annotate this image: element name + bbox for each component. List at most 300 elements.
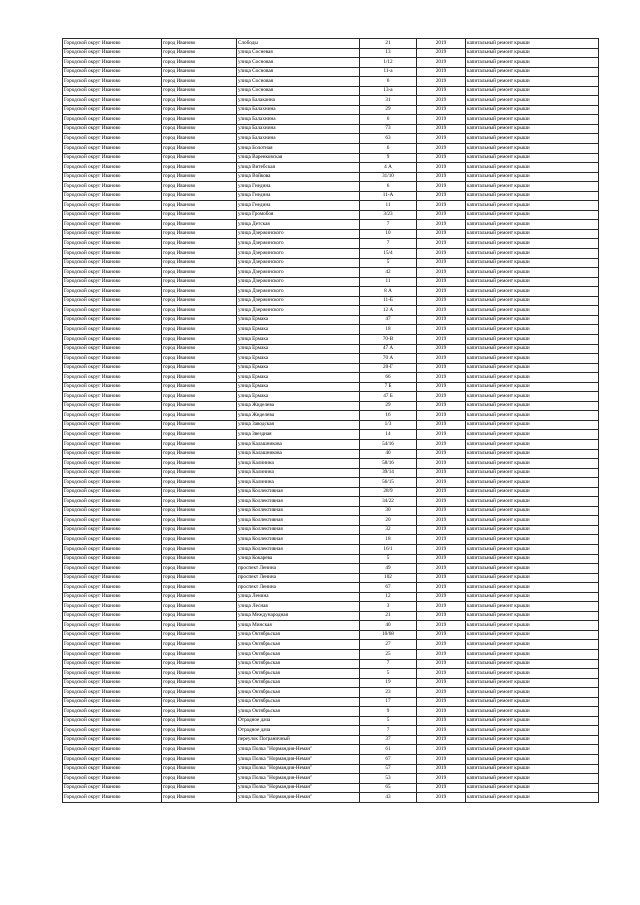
cell-street: улица Ермака <box>237 392 360 402</box>
cell-municipality: Городской округ Иваново <box>63 544 162 554</box>
cell-municipality: Городской округ Иваново <box>63 697 162 707</box>
cell-work-type: капитальный ремонт крыши <box>466 86 599 96</box>
cell-work-type: капитальный ремонт крыши <box>466 535 599 545</box>
cell-work-type: капитальный ремонт крыши <box>466 592 599 602</box>
cell-year: 2019 <box>417 774 466 784</box>
cell-year: 2019 <box>417 573 466 583</box>
cell-work-type: капитальный ремонт крыши <box>466 688 599 698</box>
table-row <box>63 755 599 765</box>
cell-municipality: Городской округ Иваново <box>63 449 162 459</box>
cell-year: 2019 <box>417 249 466 259</box>
table-row <box>63 735 599 745</box>
cell-house: 7 <box>360 239 417 249</box>
cell-work-type: капитальный ремонт крыши <box>466 382 599 392</box>
cell-municipality: Городской округ Иваново <box>63 583 162 593</box>
cell-street: улица Калашникова <box>237 439 360 449</box>
cell-year: 2019 <box>417 229 466 239</box>
cell-municipality: Городской округ Иваново <box>63 506 162 516</box>
cell-year: 2019 <box>417 659 466 669</box>
cell-municipality: Городской округ Иваново <box>63 239 162 249</box>
cell-settlement: город Иваново <box>162 325 237 335</box>
cell-year: 2019 <box>417 77 466 87</box>
cell-house: 4 А <box>360 163 417 173</box>
table-row <box>63 268 599 278</box>
cell-municipality: Городской округ Иваново <box>63 306 162 316</box>
cell-settlement: город Иваново <box>162 659 237 669</box>
table-row <box>63 745 599 755</box>
cell-year: 2019 <box>417 564 466 574</box>
cell-work-type: капитальный ремонт крыши <box>466 96 599 106</box>
cell-house: 31 <box>360 96 417 106</box>
table-row <box>63 535 599 545</box>
cell-house: 49 <box>360 564 417 574</box>
table-row <box>63 554 599 564</box>
cell-settlement: город Иваново <box>162 678 237 688</box>
cell-house: 21 <box>360 611 417 621</box>
cell-house: 54/16 <box>360 439 417 449</box>
cell-year: 2019 <box>417 172 466 182</box>
cell-work-type: капитальный ремонт крыши <box>466 105 599 115</box>
cell-house: 15/4 <box>360 249 417 259</box>
cell-settlement: город Иваново <box>162 401 237 411</box>
cell-house: 5 <box>360 669 417 679</box>
cell-municipality: Городской округ Иваново <box>63 716 162 726</box>
cell-work-type: капитальный ремонт крыши <box>466 678 599 688</box>
cell-settlement: город Иваново <box>162 239 237 249</box>
cell-street: улица Коллективная <box>237 525 360 535</box>
table-row <box>63 401 599 411</box>
cell-year: 2019 <box>417 516 466 526</box>
cell-settlement: город Иваново <box>162 564 237 574</box>
cell-street: Отрадное дача <box>237 726 360 736</box>
cell-street: улица Болотная <box>237 144 360 154</box>
cell-municipality: Городской округ Иваново <box>63 430 162 440</box>
cell-street: улица Дзержинского <box>237 239 360 249</box>
cell-house: 13-а <box>360 86 417 96</box>
cell-municipality: Городской округ Иваново <box>63 439 162 449</box>
cell-street: улица Лесная <box>237 602 360 612</box>
cell-municipality: Городской округ Иваново <box>63 315 162 325</box>
cell-municipality: Городской округ Иваново <box>63 287 162 297</box>
table-row <box>63 249 599 259</box>
cell-work-type: капитальный ремонт крыши <box>466 210 599 220</box>
cell-year: 2019 <box>417 344 466 354</box>
table-row <box>63 439 599 449</box>
cell-year: 2019 <box>417 430 466 440</box>
cell-year: 2019 <box>417 210 466 220</box>
cell-work-type: капитальный ремонт крыши <box>466 344 599 354</box>
cell-settlement: город Иваново <box>162 583 237 593</box>
cell-settlement: город Иваново <box>162 697 237 707</box>
cell-house: 16 <box>360 411 417 421</box>
cell-street: проспект Ленина <box>237 583 360 593</box>
cell-house: 40 <box>360 449 417 459</box>
cell-work-type: капитальный ремонт крыши <box>466 554 599 564</box>
cell-municipality: Городской округ Иваново <box>63 77 162 87</box>
table-row <box>63 506 599 516</box>
table-row <box>63 382 599 392</box>
cell-work-type: капитальный ремонт крыши <box>466 506 599 516</box>
cell-year: 2019 <box>417 67 466 77</box>
cell-year: 2019 <box>417 191 466 201</box>
table-row <box>63 611 599 621</box>
cell-house: 3/23 <box>360 210 417 220</box>
cell-house: 6 <box>360 115 417 125</box>
cell-house: 70 А <box>360 354 417 364</box>
cell-settlement: город Иваново <box>162 525 237 535</box>
cell-municipality: Городской округ Иваново <box>63 401 162 411</box>
cell-municipality: Городской округ Иваново <box>63 468 162 478</box>
table-row <box>63 124 599 134</box>
cell-street: улица Балахнина <box>237 115 360 125</box>
table-row <box>63 144 599 154</box>
cell-year: 2019 <box>417 239 466 249</box>
cell-settlement: город Иваново <box>162 745 237 755</box>
cell-work-type: капитальный ремонт крыши <box>466 525 599 535</box>
cell-house: 5 <box>360 716 417 726</box>
cell-street: улица Октябрьская <box>237 678 360 688</box>
table-row <box>63 134 599 144</box>
cell-year: 2019 <box>417 592 466 602</box>
cell-street: улица Сосновая <box>237 86 360 96</box>
cell-street: улица Калинина <box>237 468 360 478</box>
table-row <box>63 420 599 430</box>
table-row <box>63 487 599 497</box>
cell-year: 2019 <box>417 478 466 488</box>
cell-municipality: Городской округ Иваново <box>63 210 162 220</box>
cell-street: улица Дзержинского <box>237 306 360 316</box>
cell-work-type: капитальный ремонт крыши <box>466 172 599 182</box>
table-row <box>63 201 599 211</box>
cell-work-type: капитальный ремонт крыши <box>466 611 599 621</box>
table-row <box>63 220 599 230</box>
cell-municipality: Городской округ Иваново <box>63 592 162 602</box>
cell-house: 18 <box>360 325 417 335</box>
cell-street: улица Калинина <box>237 459 360 469</box>
cell-municipality: Городской округ Иваново <box>63 153 162 163</box>
cell-settlement: город Иваново <box>162 201 237 211</box>
cell-municipality: Городской округ Иваново <box>63 229 162 239</box>
cell-street: улица Ермака <box>237 325 360 335</box>
cell-year: 2019 <box>417 354 466 364</box>
cell-street: улица Дзержинского <box>237 287 360 297</box>
cell-municipality: Городской округ Иваново <box>63 459 162 469</box>
cell-street: улица Сосновая <box>237 58 360 68</box>
cell-work-type: капитальный ремонт крыши <box>466 630 599 640</box>
cell-work-type: капитальный ремонт крыши <box>466 287 599 297</box>
table-row <box>63 640 599 650</box>
cell-municipality: Городской округ Иваново <box>63 554 162 564</box>
cell-street: улица Полка "Нормандия-Неман" <box>237 745 360 755</box>
table-row <box>63 516 599 526</box>
cell-house: 40 <box>360 621 417 631</box>
cell-house: 8 А <box>360 287 417 297</box>
cell-municipality: Городской округ Иваново <box>63 392 162 402</box>
table-row <box>63 363 599 373</box>
cell-house: 13 <box>360 48 417 58</box>
cell-house: 20 <box>360 516 417 526</box>
cell-year: 2019 <box>417 58 466 68</box>
cell-municipality: Городской округ Иваново <box>63 48 162 58</box>
cell-work-type: капитальный ремонт крыши <box>466 182 599 192</box>
cell-work-type: капитальный ремонт крыши <box>466 411 599 421</box>
cell-municipality: Городской округ Иваново <box>63 774 162 784</box>
cell-work-type: капитальный ремонт крыши <box>466 735 599 745</box>
cell-settlement: город Иваново <box>162 726 237 736</box>
table-row <box>63 182 599 192</box>
cell-street: улица Сосновая <box>237 77 360 87</box>
table-row <box>63 315 599 325</box>
cell-work-type: капитальный ремонт крыши <box>466 163 599 173</box>
table-row <box>63 392 599 402</box>
cell-year: 2019 <box>417 287 466 297</box>
cell-house: 61 <box>360 745 417 755</box>
cell-street: улица Октябрьская <box>237 697 360 707</box>
cell-year: 2019 <box>417 650 466 660</box>
cell-house: 12 А <box>360 306 417 316</box>
cell-house: 6 <box>360 77 417 87</box>
cell-year: 2019 <box>417 764 466 774</box>
cell-year: 2019 <box>417 497 466 507</box>
cell-house: 21 <box>360 39 417 49</box>
cell-settlement: город Иваново <box>162 48 237 58</box>
cell-settlement: город Иваново <box>162 287 237 297</box>
cell-municipality: Городской округ Иваново <box>63 573 162 583</box>
table-row <box>63 105 599 115</box>
cell-year: 2019 <box>417 716 466 726</box>
cell-street: улица Октябрьская <box>237 707 360 717</box>
cell-work-type: капитальный ремонт крыши <box>466 468 599 478</box>
cell-municipality: Городской округ Иваново <box>63 420 162 430</box>
cell-work-type: капитальный ремонт крыши <box>466 697 599 707</box>
cell-street: улица Дзержинского <box>237 258 360 268</box>
cell-year: 2019 <box>417 487 466 497</box>
cell-year: 2019 <box>417 48 466 58</box>
table-row <box>63 583 599 593</box>
cell-year: 2019 <box>417 535 466 545</box>
cell-street: улица Гнедина <box>237 182 360 192</box>
table-row <box>63 478 599 488</box>
cell-street: улица Ермака <box>237 334 360 344</box>
table-row <box>63 707 599 717</box>
cell-street: улица Балаканна <box>237 96 360 106</box>
cell-settlement: город Иваново <box>162 182 237 192</box>
cell-municipality: Городской округ Иваново <box>63 535 162 545</box>
cell-year: 2019 <box>417 163 466 173</box>
cell-year: 2019 <box>417 468 466 478</box>
cell-work-type: капитальный ремонт крыши <box>466 124 599 134</box>
cell-house: 11-А <box>360 191 417 201</box>
cell-house: 63 <box>360 134 417 144</box>
cell-settlement: город Иваново <box>162 478 237 488</box>
cell-work-type: капитальный ремонт крыши <box>466 573 599 583</box>
table-row <box>63 210 599 220</box>
cell-street: проспект Ленина <box>237 564 360 574</box>
cell-street: Слободы <box>237 39 360 49</box>
cell-municipality: Городской округ Иваново <box>63 249 162 259</box>
cell-year: 2019 <box>417 783 466 793</box>
cell-municipality: Городской округ Иваново <box>63 640 162 650</box>
cell-work-type: капитальный ремонт крыши <box>466 401 599 411</box>
cell-street: улица Коллективная <box>237 535 360 545</box>
cell-street: улица Ермака <box>237 344 360 354</box>
cell-house: 17 <box>360 697 417 707</box>
cell-house: 39/14 <box>360 468 417 478</box>
cell-house: 57 <box>360 764 417 774</box>
table-row <box>63 678 599 688</box>
cell-municipality: Городской округ Иваново <box>63 258 162 268</box>
cell-street: улица Сосновая <box>237 67 360 77</box>
cell-year: 2019 <box>417 640 466 650</box>
table-row <box>63 354 599 364</box>
cell-street: улица Международная <box>237 611 360 621</box>
cell-settlement: город Иваново <box>162 163 237 173</box>
cell-year: 2019 <box>417 745 466 755</box>
cell-house: 47 А <box>360 344 417 354</box>
cell-year: 2019 <box>417 697 466 707</box>
cell-house: 47 Б <box>360 392 417 402</box>
cell-municipality: Городской округ Иваново <box>63 497 162 507</box>
cell-house: 7 <box>360 220 417 230</box>
cell-settlement: город Иваново <box>162 67 237 77</box>
cell-work-type: капитальный ремонт крыши <box>466 669 599 679</box>
cell-settlement: город Иваново <box>162 630 237 640</box>
cell-year: 2019 <box>417 726 466 736</box>
table-row <box>63 334 599 344</box>
table-row <box>63 39 599 49</box>
cell-house: 11 <box>360 277 417 287</box>
cell-municipality: Городской округ Иваново <box>63 277 162 287</box>
cell-street: улица Ермака <box>237 354 360 364</box>
cell-year: 2019 <box>417 115 466 125</box>
cell-work-type: капитальный ремонт крыши <box>466 564 599 574</box>
cell-work-type: капитальный ремонт крыши <box>466 363 599 373</box>
cell-street: улица Заводская <box>237 420 360 430</box>
cell-street: улица Жиделева <box>237 401 360 411</box>
cell-settlement: город Иваново <box>162 506 237 516</box>
cell-municipality: Городской округ Иваново <box>63 354 162 364</box>
cell-municipality: Городской округ Иваново <box>63 564 162 574</box>
cell-municipality: Городской округ Иваново <box>63 344 162 354</box>
cell-year: 2019 <box>417 525 466 535</box>
cell-year: 2019 <box>417 793 466 803</box>
table-row <box>63 669 599 679</box>
cell-street: улица Коллективная <box>237 506 360 516</box>
cell-street: улица Ермака <box>237 315 360 325</box>
cell-settlement: город Иваново <box>162 764 237 774</box>
cell-street: улица Полка "Нормандия-Неман" <box>237 755 360 765</box>
cell-settlement: город Иваново <box>162 459 237 469</box>
cell-work-type: капитальный ремонт крыши <box>466 449 599 459</box>
cell-house: 12 <box>360 592 417 602</box>
cell-work-type: капитальный ремонт крыши <box>466 334 599 344</box>
cell-settlement: город Иваново <box>162 611 237 621</box>
cell-work-type: капитальный ремонт крыши <box>466 354 599 364</box>
cell-municipality: Городской округ Иваново <box>63 373 162 383</box>
cell-settlement: город Иваново <box>162 96 237 106</box>
cell-work-type: капитальный ремонт крыши <box>466 439 599 449</box>
cell-house: 7 Б <box>360 382 417 392</box>
cell-municipality: Городской округ Иваново <box>63 764 162 774</box>
cell-settlement: город Иваново <box>162 439 237 449</box>
cell-work-type: капитальный ремонт крыши <box>466 67 599 77</box>
cell-municipality: Городской округ Иваново <box>63 678 162 688</box>
cell-municipality: Городской округ Иваново <box>63 201 162 211</box>
table-row <box>63 468 599 478</box>
cell-municipality: Городской округ Иваново <box>63 755 162 765</box>
cell-work-type: капитальный ремонт крыши <box>466 716 599 726</box>
cell-municipality: Городской округ Иваново <box>63 783 162 793</box>
cell-municipality: Городской округ Иваново <box>63 268 162 278</box>
table-row <box>63 58 599 68</box>
cell-house: 18 <box>360 535 417 545</box>
cell-house: 32 <box>360 525 417 535</box>
cell-year: 2019 <box>417 363 466 373</box>
cell-work-type: капитальный ремонт крыши <box>466 726 599 736</box>
cell-year: 2019 <box>417 669 466 679</box>
table-row <box>63 497 599 507</box>
cell-year: 2019 <box>417 124 466 134</box>
table-row <box>63 67 599 77</box>
cell-house: 37 <box>360 735 417 745</box>
cell-house: 53 <box>360 774 417 784</box>
cell-street: улица Коллективная <box>237 516 360 526</box>
capital-repair-table <box>62 38 599 803</box>
cell-house: 5 <box>360 258 417 268</box>
cell-settlement: город Иваново <box>162 755 237 765</box>
cell-municipality: Городской округ Иваново <box>63 793 162 803</box>
cell-municipality: Городской округ Иваново <box>63 650 162 660</box>
cell-municipality: Городской округ Иваново <box>63 659 162 669</box>
cell-municipality: Городской округ Иваново <box>63 630 162 640</box>
cell-work-type: капитальный ремонт крыши <box>466 755 599 765</box>
cell-street: Отрадное дача <box>237 716 360 726</box>
table-row <box>63 430 599 440</box>
cell-work-type: капитальный ремонт крыши <box>466 783 599 793</box>
table-row <box>63 163 599 173</box>
cell-year: 2019 <box>417 373 466 383</box>
cell-street: улица Витебская <box>237 163 360 173</box>
cell-house: 27 <box>360 640 417 650</box>
cell-settlement: город Иваново <box>162 249 237 259</box>
cell-street: улица Октябрьская <box>237 640 360 650</box>
cell-municipality: Городской округ Иваново <box>63 363 162 373</box>
cell-municipality: Городской округ Иваново <box>63 39 162 49</box>
cell-year: 2019 <box>417 382 466 392</box>
cell-work-type: капитальный ремонт крыши <box>466 392 599 402</box>
cell-house: 73 <box>360 124 417 134</box>
cell-municipality: Городской округ Иваново <box>63 602 162 612</box>
cell-work-type: капитальный ремонт крыши <box>466 144 599 154</box>
table-row <box>63 449 599 459</box>
cell-house: 5 <box>360 554 417 564</box>
cell-street: улица Коллективная <box>237 497 360 507</box>
cell-settlement: город Иваново <box>162 411 237 421</box>
table-row <box>63 659 599 669</box>
cell-municipality: Городской округ Иваново <box>63 688 162 698</box>
table-row <box>63 793 599 803</box>
cell-work-type: капитальный ремонт крыши <box>466 459 599 469</box>
cell-work-type: капитальный ремонт крыши <box>466 296 599 306</box>
cell-work-type: капитальный ремонт крыши <box>466 277 599 287</box>
cell-municipality: Городской округ Иваново <box>63 134 162 144</box>
table-row <box>63 783 599 793</box>
cell-street: улица Дзержинского <box>237 277 360 287</box>
cell-work-type: капитальный ремонт крыши <box>466 315 599 325</box>
cell-settlement: город Иваново <box>162 39 237 49</box>
table-row <box>63 153 599 163</box>
cell-work-type: капитальный ремонт крыши <box>466 487 599 497</box>
